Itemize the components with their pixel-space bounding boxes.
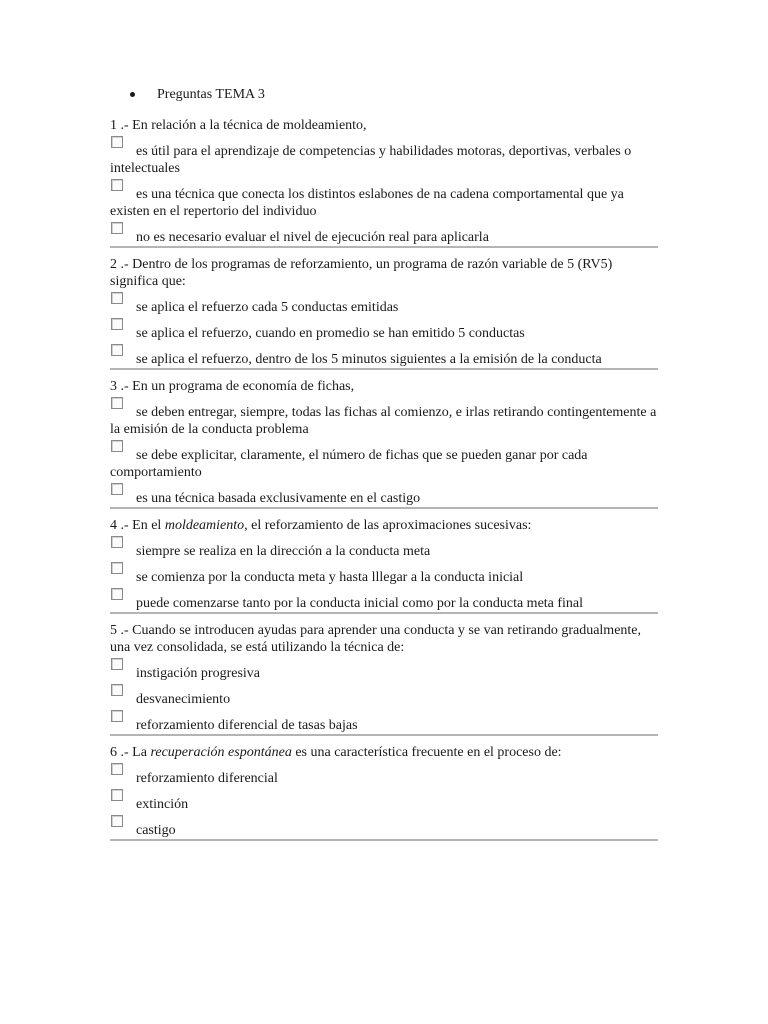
option-label: instigación progresiva (136, 666, 261, 681)
option-label: se comienza por la conducta meta y hasta lllegar a la conducta inicial (136, 570, 524, 585)
checkbox[interactable] (111, 562, 123, 574)
checkbox[interactable] (111, 588, 123, 600)
checkbox[interactable] (111, 483, 123, 495)
option-label: desvanecimiento (136, 692, 231, 707)
option-1b[interactable] (110, 179, 658, 220)
option-label: se deben entregar, siempre, todas las fichas al comienzo, e irlas retirando contingentemente a la emisión de la conducta problema (110, 405, 657, 437)
question-5 (110, 622, 658, 736)
option-6a[interactable] (110, 763, 658, 787)
checkbox[interactable] (111, 536, 123, 548)
option-2c[interactable] (110, 344, 658, 368)
option-label: extinción (136, 797, 189, 812)
checkbox[interactable] (111, 815, 123, 827)
checkbox[interactable] (111, 136, 123, 148)
question-text: 5 .- Cuando se introducen ayudas para aprender una conducta y se van retirando gradualmente, una vez consolidada, se está utilizando la técnica de: (110, 623, 642, 655)
option-3b[interactable] (110, 440, 658, 481)
option-3a[interactable] (110, 397, 658, 438)
option-4b[interactable] (110, 562, 658, 586)
option-label: se aplica el refuerzo, dentro de los 5 minutos siguientes a la emisión de la conducta (136, 352, 602, 367)
option-label: se debe explicitar, claramente, el número de fichas que se pueden ganar por cada comportamiento (110, 448, 588, 480)
checkbox[interactable] (111, 344, 123, 356)
question-3 (110, 378, 658, 509)
option-3c[interactable] (110, 483, 658, 507)
checkbox[interactable] (111, 179, 123, 191)
checkbox[interactable] (111, 658, 123, 670)
checkbox[interactable] (111, 789, 123, 801)
divider (110, 368, 658, 370)
checkbox[interactable] (111, 292, 123, 304)
document-page (110, 84, 658, 849)
option-2b[interactable] (110, 318, 658, 342)
option-5b[interactable] (110, 684, 658, 708)
option-4a[interactable] (110, 536, 658, 560)
question-text: 4 .- En el moldeamiento, el reforzamiento de las aproximaciones sucesivas: (110, 518, 532, 533)
option-label: reforzamiento diferencial de tasas bajas (136, 718, 358, 733)
checkbox[interactable] (111, 397, 123, 409)
question-4 (110, 517, 658, 614)
checkbox[interactable] (111, 222, 123, 234)
bullet-icon (130, 92, 135, 97)
option-label: siempre se realiza en la dirección a la conducta meta (136, 544, 431, 559)
option-5a[interactable] (110, 658, 658, 682)
section-heading (110, 84, 658, 106)
option-label: se aplica el refuerzo cada 5 conductas emitidas (136, 300, 399, 315)
divider (110, 734, 658, 736)
checkbox[interactable] (111, 440, 123, 452)
divider (110, 246, 658, 248)
option-label: es útil para el aprendizaje de competencias y habilidades motoras, deportivas, verbales o intelectuales (110, 144, 632, 176)
divider (110, 839, 658, 841)
question-1 (110, 117, 658, 248)
option-label: es una técnica basada exclusivamente en el castigo (136, 491, 421, 506)
checkbox[interactable] (111, 318, 123, 330)
option-1c[interactable] (110, 222, 658, 246)
checkbox[interactable] (111, 763, 123, 775)
option-4c[interactable] (110, 588, 658, 612)
question-text: 6 .- La recuperación espontánea es una característica frecuente en el proceso de: (110, 745, 562, 760)
option-label: es una técnica que conecta los distintos eslabones de na cadena comportamental que ya existen en el repertorio del individuo (110, 187, 624, 219)
option-5c[interactable] (110, 710, 658, 734)
question-text: 3 .- En un programa de economía de fichas, (110, 379, 355, 394)
option-label: reforzamiento diferencial (136, 771, 278, 786)
divider (110, 507, 658, 509)
question-2 (110, 256, 658, 370)
option-label: no es necesario evaluar el nivel de ejecución real para aplicarla (136, 230, 489, 245)
question-6 (110, 744, 658, 841)
question-text: 2 .- Dentro de los programas de reforzamiento, un programa de razón variable de 5 (RV5) significa que: (110, 257, 613, 289)
option-6b[interactable] (110, 789, 658, 813)
option-label: se aplica el refuerzo, cuando en promedio se han emitido 5 conductas (136, 326, 525, 341)
heading-text: Preguntas TEMA 3 (157, 87, 265, 102)
checkbox[interactable] (111, 710, 123, 722)
option-1a[interactable] (110, 136, 658, 177)
question-text: 1 .- En relación a la técnica de moldeamiento, (110, 118, 367, 133)
checkbox[interactable] (111, 684, 123, 696)
option-2a[interactable] (110, 292, 658, 316)
divider (110, 612, 658, 614)
option-label: puede comenzarse tanto por la conducta inicial como por la conducta meta final (136, 596, 584, 611)
option-6c[interactable] (110, 815, 658, 839)
option-label: castigo (136, 823, 176, 838)
